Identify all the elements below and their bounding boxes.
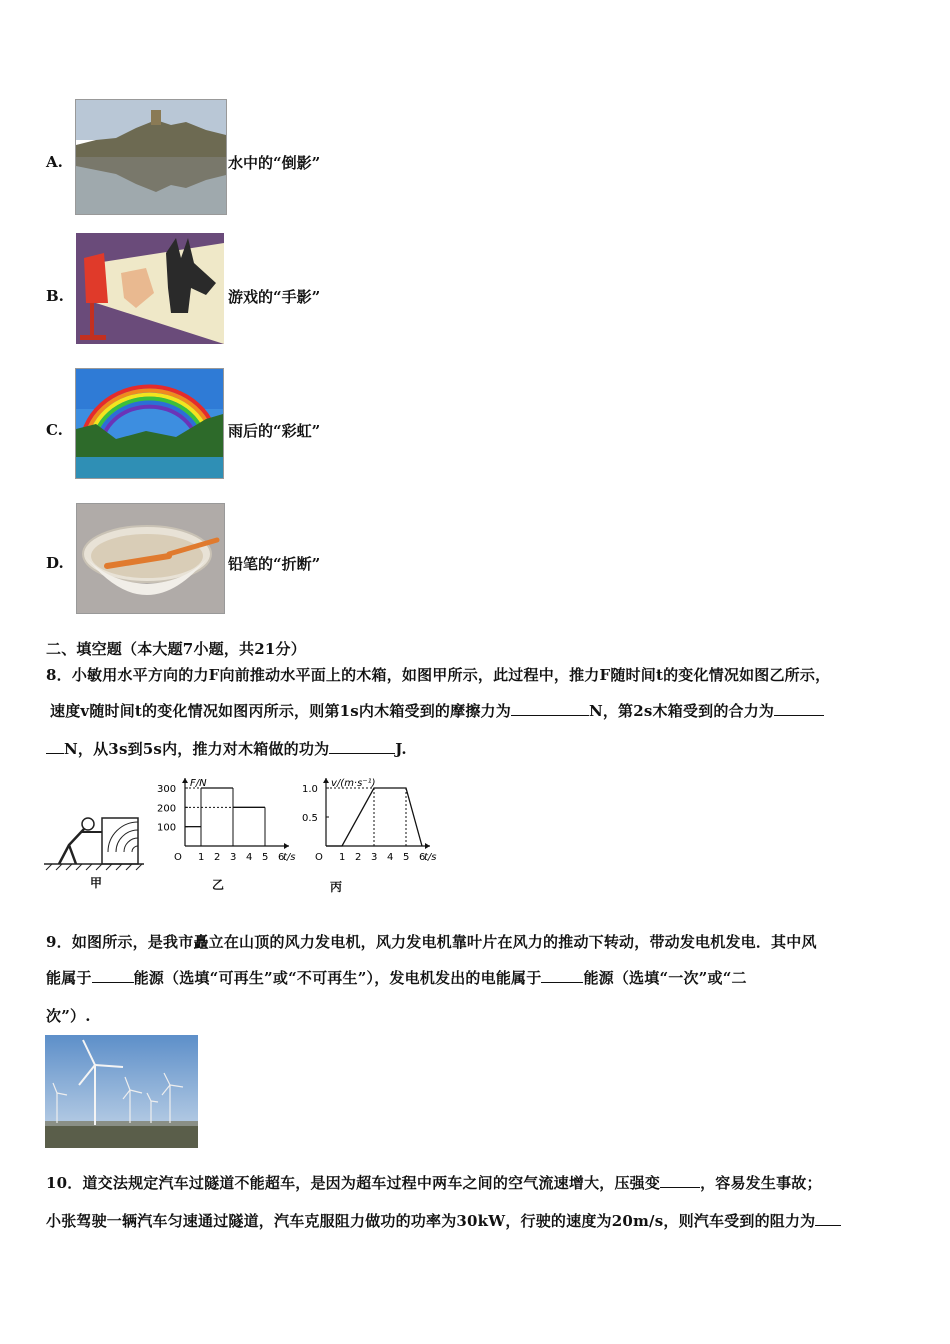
q8-line-3b: J. — [395, 740, 407, 758]
hand-shadow-photo — [76, 233, 224, 344]
pencil-in-bowl-photo — [76, 503, 225, 614]
q9-line-2a: 能属于 — [46, 969, 92, 987]
x-tick-label: 1 — [198, 852, 205, 863]
x-tick-label: 3 — [230, 852, 237, 863]
q8-blank-1[interactable] — [511, 701, 589, 716]
x-tick-label: O — [174, 852, 182, 863]
q10-line-2a: 小张驾驶一辆汽车匀速通过隧道，汽车克服阻力做功的功率为30kW，行驶的速度为20m/s，则汽车受到的阻力为 — [46, 1212, 816, 1230]
rainbow-photo — [75, 368, 224, 479]
q9-line-1: 9．如图所示，是我市矗立在山顶的风力发电机，风力发电机靠叶片在风力的推动下转动，带动发电机发电．其中风 — [46, 933, 817, 951]
x-tick-label: 5 — [403, 852, 410, 863]
x-axis-label: t/s — [283, 852, 296, 863]
q8-line-2b: N，第2s木箱受到的合力为 — [588, 702, 775, 720]
x-tick-label: O — [315, 852, 323, 863]
q10-line-2 — [46, 1210, 841, 1231]
q8-blank-2-cont[interactable] — [46, 739, 64, 754]
figure-yi-label: 乙 — [212, 878, 225, 892]
q8-blank-3[interactable] — [329, 739, 395, 754]
q8-line-2a: 速度v随时间t的变化情况如图丙所示，则第1s内木箱受到的摩擦力为 — [50, 702, 511, 720]
y-tick-label: 100 — [157, 822, 177, 834]
q8-line-3 — [46, 738, 407, 759]
y-axis-arrow — [182, 778, 188, 783]
figure-jia-label: 甲 — [90, 876, 103, 890]
x-tick-label: 2 — [214, 852, 221, 863]
q9-line-3: 次”）. — [46, 1007, 91, 1025]
q10-line-1a: 10．道交法规定汽车过隧道不能超车，是因为超车过程中两车之间的空气流速增大，压强变 — [46, 1174, 661, 1192]
x-tick-label: 2 — [355, 852, 362, 863]
q10-line-1b: ，容易发生事故； — [700, 1174, 822, 1192]
y-axis-label: F/N — [190, 778, 207, 789]
x-tick-label: 3 — [371, 852, 378, 863]
y-axis-label: v/(m·s⁻¹) — [331, 778, 376, 789]
q9-line-2b: 能源（选填“可再生”或“不可再生”），发电机发出的电能属于 — [133, 969, 542, 987]
q8-line-3a: N，从3s到5s内，推力对木箱做的功为 — [64, 740, 330, 758]
x-tick-label: 5 — [262, 852, 269, 863]
wind-turbine-photo — [45, 1035, 198, 1148]
q9-blank-2[interactable] — [541, 968, 583, 983]
y-tick-label: 0.5 — [302, 813, 318, 824]
option-d-letter: D. — [46, 554, 64, 572]
option-c-letter: C. — [46, 421, 63, 439]
q8-line-2 — [50, 700, 824, 721]
option-c-text: 雨后的“彩虹” — [228, 422, 321, 440]
q9-line-2 — [46, 967, 747, 988]
x-tick-label: 1 — [339, 852, 346, 863]
x-axis-arrow — [425, 843, 430, 849]
x-tick-label: 6 — [278, 852, 285, 863]
y-tick-label: 1.0 — [302, 784, 318, 795]
figure-jia — [44, 812, 144, 872]
x-axis-label: t/s — [424, 852, 437, 863]
x-axis-arrow — [284, 843, 289, 849]
chart-force-time — [155, 768, 305, 863]
x-tick-label: 4 — [246, 852, 253, 863]
q9-blank-1[interactable] — [92, 968, 134, 983]
option-d-text: 铅笔的“折断” — [228, 555, 321, 573]
option-a-letter: A. — [46, 153, 63, 171]
section-heading: 二、填空题（本大题7小题，共21分） — [46, 640, 306, 658]
y-tick-label: 300 — [157, 784, 177, 795]
y-axis-arrow — [323, 778, 329, 783]
y-tick-label: 200 — [157, 803, 177, 815]
q8-line-1: 8．小敏用水平方向的力F向前推动水平面上的木箱，如图甲所示，此过程中，推力F随时间t的变化情况如图乙所示， — [46, 666, 831, 684]
q10-blank-2[interactable] — [815, 1211, 841, 1226]
q10-line-1 — [46, 1172, 822, 1193]
figure-bing-label: 丙 — [330, 880, 343, 894]
option-b-text: 游戏的“手影” — [228, 288, 321, 306]
q8-blank-2[interactable] — [774, 701, 824, 716]
x-tick-label: 6 — [419, 852, 426, 863]
chart-velocity-time — [300, 768, 450, 863]
q9-line-2c: 能源（选填“一次”或“二 — [583, 969, 747, 987]
x-tick-label: 4 — [387, 852, 394, 863]
reflection-photo — [75, 99, 227, 215]
q10-blank-1[interactable] — [660, 1173, 700, 1188]
option-b-letter: B. — [46, 287, 64, 305]
option-a-text: 水中的“倒影” — [228, 154, 321, 172]
